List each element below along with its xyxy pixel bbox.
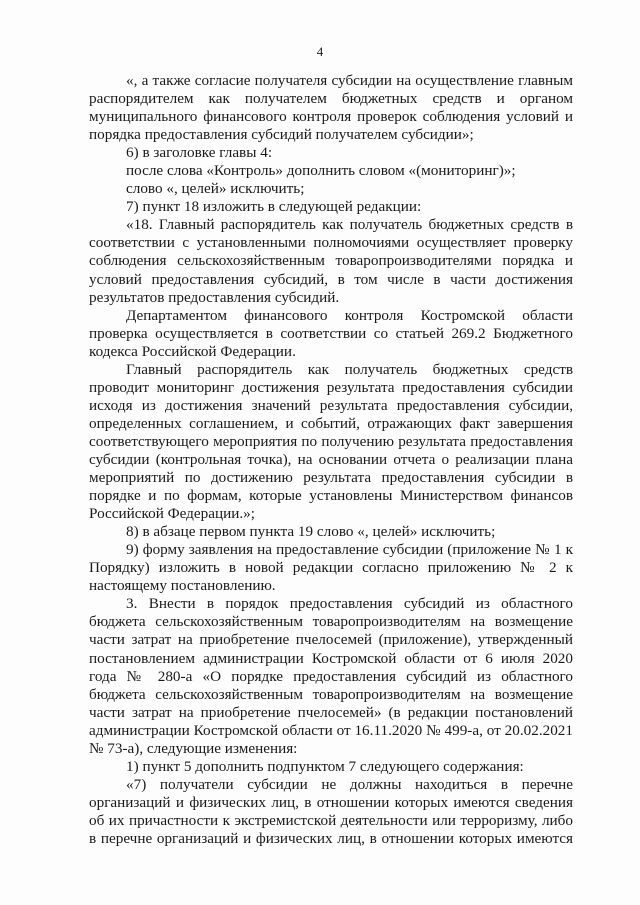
document-body: [89, 72, 573, 848]
paragraph: 8) в абзаце первом пункта 19 слово «, целей» исключить;: [126, 523, 496, 541]
paragraph: «, а также согласие получателя субсидии на осуществление главным распорядителем как получателем бюджетных средств и органом муниципального финансового контроля проверок соблюдения условий и порядка предоставления субсидий получателем субсидии»;: [89, 72, 573, 144]
paragraph: Департаментом финансового контроля Костромской области проверка осуществляется в соответствии со статьей 269.2 Бюджетного кодекса Российской Федерации.: [89, 306, 573, 360]
paragraph: «7) получатели субсидии не должны находиться в перечне организаций и физических лиц, в отношении которых имеются сведения об их причастности к экстремистской деятельности или терроризму, либо в перечне организаций и физических лиц, в отношении которых имеются: [89, 775, 573, 847]
paragraph: слово «, целей» исключить;: [126, 180, 305, 198]
paragraph: 1) пункт 5 дополнить подпунктом 7 следующего содержания:: [126, 757, 524, 775]
paragraph: «18. Главный распорядитель как получатель бюджетных средств в соответствии с установленными полномочиями осуществляет проверку соблюдения сельскохозяйственным товаропроизводителями порядка и условий предоставления субсидий, в том числе в части достижения результатов предоставления субсидий.: [89, 216, 573, 306]
paragraph: 7) пункт 18 изложить в следующей редакции:: [126, 198, 422, 216]
page-number: 4: [316, 44, 324, 59]
paragraph: после слова «Контроль» дополнить словом «(мониторинг)»;: [126, 162, 516, 180]
paragraph: 3. Внести в порядок предоставления субсидий из областного бюджета сельскохозяйственным товаропроизводителям на возмещение части затрат на приобретение пчелосемей (приложение), утвержденный постановлением администрации Костромской области от 6 июля 2020 года № 280-а «О порядке предоставления субсидий из областного бюджета сельскохозяйственным товаропроизводителям на возмещение части затрат на приобретение пчелосемей» (в редакции постановлений администрации Костромской области от 16.11.2020 № 499-а, от 20.02.2021 № 73-а), следующие изменения:: [89, 595, 573, 757]
paragraph: 9) форму заявления на предоставление субсидии (приложение № 1 к Порядку) изложить в новой редакции согласно приложению № 2 к настоящему постановлению.: [89, 541, 573, 595]
paragraph: 6) в заголовке главы 4:: [126, 144, 273, 162]
paragraph: Главный распорядитель как получатель бюджетных средств проводит мониторинг достижения результата предоставления субсидии исходя из достижения значений результата предоставления субсидии, определенных соглашением, и событий, отражающих факт завершения соответствующего мероприятия по получению результата предоставления субсидии (контрольная точка), на основании отчета о реализации плана мероприятий по достижению результата предоставления субсидии в порядке и по формам, которые установлены Министерством финансов Российской Федерации.»;: [89, 360, 573, 523]
